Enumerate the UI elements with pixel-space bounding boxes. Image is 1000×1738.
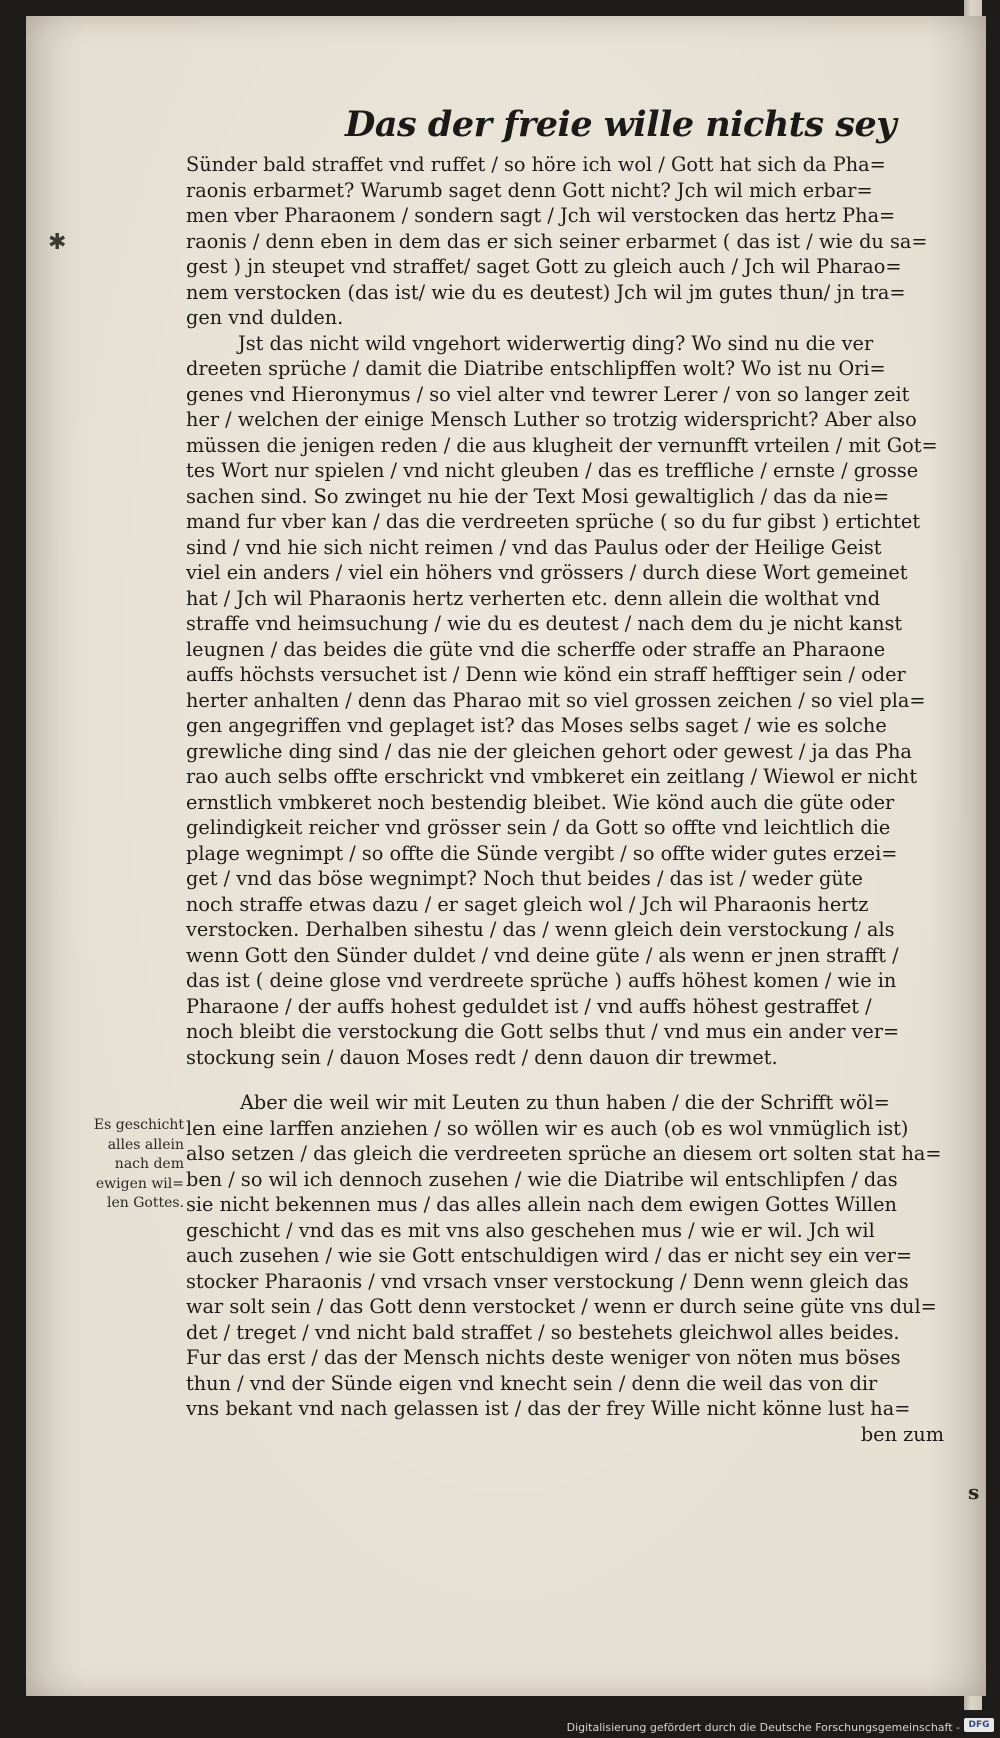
text-line: Pharaone / der auffs hohest geduldet ist / vnd auffs höhest gestraffet / bbox=[186, 994, 872, 1018]
text-line: rao auch selbs offte erschrickt vnd vmbkeret ein zeitlang / Wiewol er nicht bbox=[186, 765, 918, 788]
text-line: hat / Jch wil Pharaonis hertz verherten etc. denn allein die wolthat vnd bbox=[186, 586, 881, 610]
margin-mark: ✱ bbox=[48, 230, 67, 255]
text-line: war solt sein / das Gott denn verstocket / wenn er durch seine güte vns dul= bbox=[186, 1295, 937, 1318]
paragraph-2 bbox=[186, 331, 956, 1071]
text-line: men vber Pharaonem / sondern sagt / Jch wil verstocken das hertz Pha= bbox=[186, 204, 896, 227]
text-line: mand fur vber kan / das die verdreeten sprüche ( so du fur gibst ) ertichtet bbox=[186, 510, 921, 533]
text-line: verstocken. Derhalben sihestu / das / wenn gleich dein verstockung / als bbox=[186, 918, 895, 941]
text-line: geschicht / vnd das es mit vns also geschehen mus / wie er wil. Jch wil bbox=[186, 1218, 875, 1242]
text-line: Jst das nicht wild vngehort widerwertig ding? Wo sind nu die ver bbox=[238, 331, 874, 355]
dfg-logo: DFG bbox=[964, 1718, 994, 1732]
text-line: noch straffe etwas dazu / er saget gleich wol / Jch wil Pharaonis hertz bbox=[186, 892, 869, 916]
text-line: genes vnd Hieronymus / so viel alter vnd tewrer Lerer / von so langer zeit bbox=[186, 382, 910, 406]
text-line: raonis erbarmet? Warumb saget denn Gott nicht? Jch wil mich erbar= bbox=[186, 178, 873, 202]
text-line: Aber die weil wir mit Leuten zu thun haben / die der Schrifft wöl= bbox=[240, 1091, 890, 1114]
text-line: viel ein anders / viel ein höhers vnd grössers / durch diese Wort gemeinet bbox=[186, 561, 908, 584]
marginal-note bbox=[84, 1116, 184, 1214]
text-line: sie nicht bekennen mus / das alles allein nach dem ewigen Gottes Willen bbox=[186, 1193, 897, 1216]
text-line: len eine larffen anziehen / so wöllen wir es auch (ob es wol vnmüglich ist) bbox=[186, 1116, 909, 1140]
text-line: müssen die jenigen reden / die aus klugheit der vernunfft vrteilen / mit Got= bbox=[186, 433, 938, 457]
marginal-note-line: nach dem bbox=[114, 1156, 184, 1172]
running-head: Das der freie wille nichts sey bbox=[345, 104, 897, 145]
text-line: ernstlich vmbkeret noch bestendig bleibet. Wie könd auch die güte oder bbox=[186, 790, 895, 814]
text-line: Fur das erst / das der Mensch nichts deste weniger von nöten mus böses bbox=[186, 1346, 901, 1369]
text-line: noch bleibt die verstockung die Gott selbs thut / vnd mus ein ander ver= bbox=[186, 1020, 900, 1043]
text-line: gen angegriffen vnd geplaget ist? das Moses selbs saget / wie es solche bbox=[186, 714, 887, 737]
text-line: nem verstocken (das ist/ wie du es deutest) Jch wil jm gutes thun/ jn tra= bbox=[186, 280, 906, 304]
text-line: get / vnd das böse wegnimpt? Noch thut beides / das ist / weder güte bbox=[186, 867, 863, 890]
text-line: Sünder bald straffet vnd ruffet / so höre ich wol / Gott hat sich da Pha= bbox=[186, 153, 886, 176]
text-line: sind / vnd hie sich nicht reimen / vnd das Paulus oder der Heilige Geist bbox=[186, 535, 882, 559]
text-line: grewliche ding sind / das nie der gleichen gehort oder gewest / ja das Pha bbox=[186, 739, 912, 763]
catchword: ben zum bbox=[860, 1422, 944, 1446]
text-line: her / welchen der einige Mensch Luther so trotzig widerspricht? Aber also bbox=[186, 408, 917, 431]
marginal-note-line: len Gottes. bbox=[106, 1195, 184, 1211]
text-line: auffs höchsts versuchet ist / Denn wie könd ein straff hefftiger sein / oder bbox=[186, 663, 906, 686]
text-line: tes Wort nur spielen / vnd nicht gleuben / das es treffliche / ernste / grosse bbox=[186, 459, 919, 482]
text-line: thun / vnd der Sünde eigen vnd knecht sein / denn die weil das von dir bbox=[186, 1371, 878, 1395]
text-line: herter anhalten / denn das Pharao mit so viel grossen zeichen / so viel pla= bbox=[186, 688, 926, 712]
text-line: stockung sein / dauon Moses redt / denn dauon dir trewmet. bbox=[186, 1045, 778, 1069]
text-line: dreeten sprüche / damit die Diatribe entschlipffen wolt? Wo ist nu Ori= bbox=[186, 357, 886, 380]
footer-credit: Digitalisierung gefördert durch die Deutsche Forschungsgemeinschaft - bbox=[566, 1721, 960, 1734]
text-line: raonis / denn eben in dem das er sich seiner erbarmet ( das ist / wie du sa= bbox=[186, 229, 928, 253]
text-line: also setzen / das gleich die verdreeten sprüche an diesem ort solten stat ha= bbox=[186, 1142, 942, 1165]
text-line: sachen sind. So zwinget nu hie der Text Mosi gewaltiglich / das da nie= bbox=[186, 484, 890, 508]
signature-mark: s bbox=[968, 1480, 980, 1504]
text-line: vns bekant vnd nach gelassen ist / das der frey Wille nicht könne lust ha= bbox=[186, 1397, 911, 1420]
text-line: ben / so wil ich dennoch zusehen / wie die Diatribe wil entschlipfen / das bbox=[186, 1167, 898, 1191]
marginal-note-line: Es geschicht bbox=[93, 1117, 184, 1133]
text-block bbox=[186, 152, 956, 1447]
text-line: stocker Pharaonis / vnd vrsach vnser verstockung / Denn wenn gleich das bbox=[186, 1269, 909, 1293]
text-line: straffe vnd heimsuchung / wie du es deutest / nach dem du je nicht kanst bbox=[186, 612, 903, 635]
text-line: das ist ( deine glose vnd verdreete sprüche ) auffs höhest komen / wie in bbox=[186, 969, 897, 992]
text-line: leugnen / das beides die güte vnd die scherffe oder straffe an Pharaone bbox=[186, 637, 886, 661]
text-line: det / treget / vnd nicht bald straffet / so bestehets gleichwol alles beides. bbox=[186, 1320, 900, 1344]
marginal-note-line: ewigen wil= bbox=[95, 1175, 184, 1192]
text-line: gen vnd dulden. bbox=[186, 306, 344, 329]
text-line: gelindigkeit reicher vnd grösser sein / da Gott so offte vnd leichtlich die bbox=[186, 816, 891, 839]
text-line: wenn Gott den Sünder duldet / vnd deine güte / als wenn er jnen strafft / bbox=[186, 943, 899, 967]
paragraph-1 bbox=[186, 152, 956, 331]
text-line: auch zusehen / wie sie Gott entschuldigen wird / das er nicht sey ein ver= bbox=[186, 1244, 913, 1267]
marginal-note-line: alles allein bbox=[107, 1136, 184, 1153]
text-line: gest ) jn steupet vnd straffet/ saget Gott zu gleich auch / Jch wil Pharao= bbox=[186, 255, 902, 278]
paragraph-3 bbox=[186, 1090, 956, 1447]
text-line: plage wegnimpt / so offte die Sünde vergibt / so offte wider gutes erzei= bbox=[186, 841, 898, 865]
